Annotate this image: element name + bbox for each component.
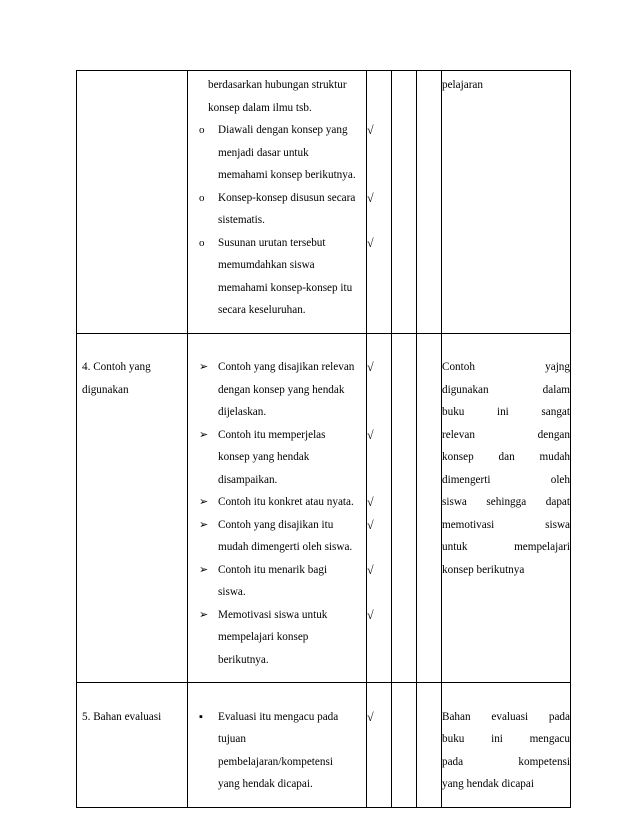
criteria-text: mempelajari konsep [218, 631, 309, 643]
description-line: siswa sehingga dapat [442, 496, 570, 508]
description-line: Contoh yajng [442, 361, 570, 373]
check-mark: √ [367, 123, 374, 137]
check-mark: √ [367, 709, 374, 724]
criteria-line [188, 491, 366, 514]
criteria-line [188, 604, 366, 627]
table-row [77, 71, 571, 334]
check-mark [367, 446, 391, 469]
description-line: buku ini mengacu [442, 733, 570, 745]
criteria-line [188, 209, 366, 232]
description-cell [442, 333, 571, 683]
category-cell [77, 71, 188, 334]
category-label: digunakan [82, 383, 129, 396]
check-mark: √ [367, 517, 374, 532]
criteria-text: Konsep-konsep disusun secara [218, 191, 356, 204]
criteria-line [188, 187, 366, 210]
bullet-marker: o [199, 236, 205, 249]
category-cell [77, 683, 188, 808]
criteria-text: mudah dimengerti oleh siswa. [218, 541, 353, 553]
description-line: Bahan evaluasi pada [442, 710, 570, 723]
criteria-line [188, 559, 366, 582]
criteria-text: memumdahkan siswa [218, 259, 315, 271]
check-column-2 [392, 71, 417, 334]
criteria-text: sistematis. [218, 214, 265, 226]
criteria-text: dengan konsep yang hendak [218, 383, 345, 396]
check-column-1 [367, 71, 392, 334]
description-line: konsep dan mudah [442, 451, 570, 463]
check-mark [367, 254, 391, 277]
description-line: digunakan dalam [442, 383, 570, 396]
description-line: yang hendak dicapai [442, 778, 534, 790]
check-mark [367, 277, 391, 300]
criteria-line [188, 401, 366, 424]
check-mark [367, 379, 391, 402]
description-line: relevan dengan [442, 428, 570, 441]
criteria-line [188, 299, 366, 322]
criteria-text: Diawali dengan konsep yang [218, 124, 348, 136]
criteria-line [188, 536, 366, 559]
check-column-2 [392, 333, 417, 683]
criteria-line [188, 751, 366, 774]
check-mark: √ [367, 190, 374, 205]
check-mark: √ [367, 562, 374, 577]
check-mark [367, 536, 391, 559]
check-mark [367, 751, 391, 774]
check-column-3 [417, 683, 442, 808]
criteria-text: Contoh itu memperjelas [218, 428, 326, 441]
criteria-text: Susunan urutan tersebut [218, 236, 326, 249]
check-mark [367, 209, 391, 232]
criteria-line [188, 773, 366, 796]
criteria-line [188, 446, 366, 469]
description-line: memotivasi siswa [442, 518, 570, 531]
criteria-text: memahami konsep-konsep itu [218, 281, 353, 294]
criteria-line [188, 581, 366, 604]
criteria-text: secara keseluruhan. [218, 304, 306, 316]
criteria-line [188, 119, 366, 142]
criteria-text: Contoh yang disajikan itu [218, 518, 334, 531]
criteria-line [188, 277, 366, 300]
criteria-line [188, 232, 366, 255]
criteria-text: Contoh itu menarik bagi [218, 563, 328, 576]
criteria-text: Evaluasi itu mengacu pada [218, 710, 339, 723]
check-mark [367, 626, 391, 649]
criteria-text: konsep dalam ilmu tsb. [208, 101, 312, 114]
criteria-cell [188, 333, 367, 683]
criteria-line [188, 379, 366, 402]
criteria-text: yang hendak dicapai. [218, 778, 313, 790]
check-column-2 [392, 683, 417, 808]
bullet-marker: ➢ [199, 563, 209, 576]
check-mark [367, 649, 391, 672]
check-column-1 [367, 333, 392, 683]
description-line: buku ini sangat [442, 406, 570, 418]
check-mark [367, 164, 391, 187]
criteria-line [188, 626, 366, 649]
description-line: pelajaran [442, 79, 483, 91]
criteria-text: memahami konsep berikutnya. [218, 169, 356, 181]
criteria-line [188, 74, 366, 97]
check-mark: √ [367, 235, 374, 250]
criteria-cell [188, 71, 367, 334]
criteria-line [188, 254, 366, 277]
bullet-marker: ➢ [199, 518, 209, 531]
criteria-line [188, 728, 366, 751]
criteria-line [188, 142, 366, 165]
check-mark [367, 581, 391, 604]
category-cell [77, 333, 188, 683]
criteria-line [188, 424, 366, 447]
check-column-1 [367, 683, 392, 808]
criteria-text: menjadi dasar untuk [218, 146, 309, 159]
description-line: pada kompetensi [442, 755, 570, 768]
criteria-text: Contoh itu konkret atau nyata. [218, 496, 354, 508]
criteria-cell [188, 683, 367, 808]
bullet-marker: o [199, 191, 205, 204]
check-mark: √ [367, 495, 374, 509]
check-mark [367, 469, 391, 492]
criteria-line [188, 706, 366, 729]
criteria-text: disampaikan. [218, 473, 278, 486]
category-label: 4. Contoh yang [82, 361, 151, 373]
table-row [77, 683, 571, 808]
evaluation-table [76, 70, 571, 808]
check-mark [367, 299, 391, 322]
criteria-text: tujuan [218, 733, 246, 745]
bullet-marker: ➢ [199, 361, 209, 373]
check-mark: √ [367, 607, 374, 622]
description-line: dimengerti oleh [442, 473, 570, 486]
check-mark: √ [367, 427, 374, 442]
check-mark [367, 773, 391, 796]
table-row [77, 333, 571, 683]
criteria-text: berikutnya. [218, 653, 269, 666]
criteria-text: pembelajaran/kompetensi [218, 755, 333, 768]
criteria-text: Contoh yang disajikan relevan [218, 361, 355, 373]
check-mark [367, 728, 391, 751]
check-mark [367, 401, 391, 424]
check-column-3 [417, 71, 442, 334]
criteria-text: konsep yang hendak [218, 451, 310, 463]
check-mark: √ [367, 360, 374, 374]
description-line: untuk mempelajari [442, 541, 570, 553]
description-cell [442, 71, 571, 334]
bullet-marker: ▪ [199, 710, 203, 723]
criteria-text: berdasarkan hubungan struktur [208, 79, 347, 91]
check-mark [367, 74, 391, 97]
criteria-line [188, 469, 366, 492]
criteria-text: Memotivasi siswa untuk [218, 608, 328, 621]
bullet-marker: ➢ [199, 496, 209, 508]
bullet-marker: o [199, 124, 205, 136]
criteria-line [188, 97, 366, 120]
description-cell [442, 683, 571, 808]
criteria-line [188, 356, 366, 379]
evaluation-table-body [77, 71, 571, 808]
description-line: konsep berikutnya [442, 563, 525, 576]
criteria-line [188, 164, 366, 187]
check-mark [367, 142, 391, 165]
criteria-text: siswa. [218, 586, 246, 598]
criteria-line [188, 649, 366, 672]
check-mark [367, 97, 391, 120]
bullet-marker: ➢ [199, 428, 209, 441]
category-label: 5. Bahan evaluasi [82, 710, 162, 723]
check-column-3 [417, 333, 442, 683]
bullet-marker: ➢ [199, 608, 209, 621]
criteria-text: dijelaskan. [218, 406, 267, 418]
criteria-line [188, 514, 366, 537]
